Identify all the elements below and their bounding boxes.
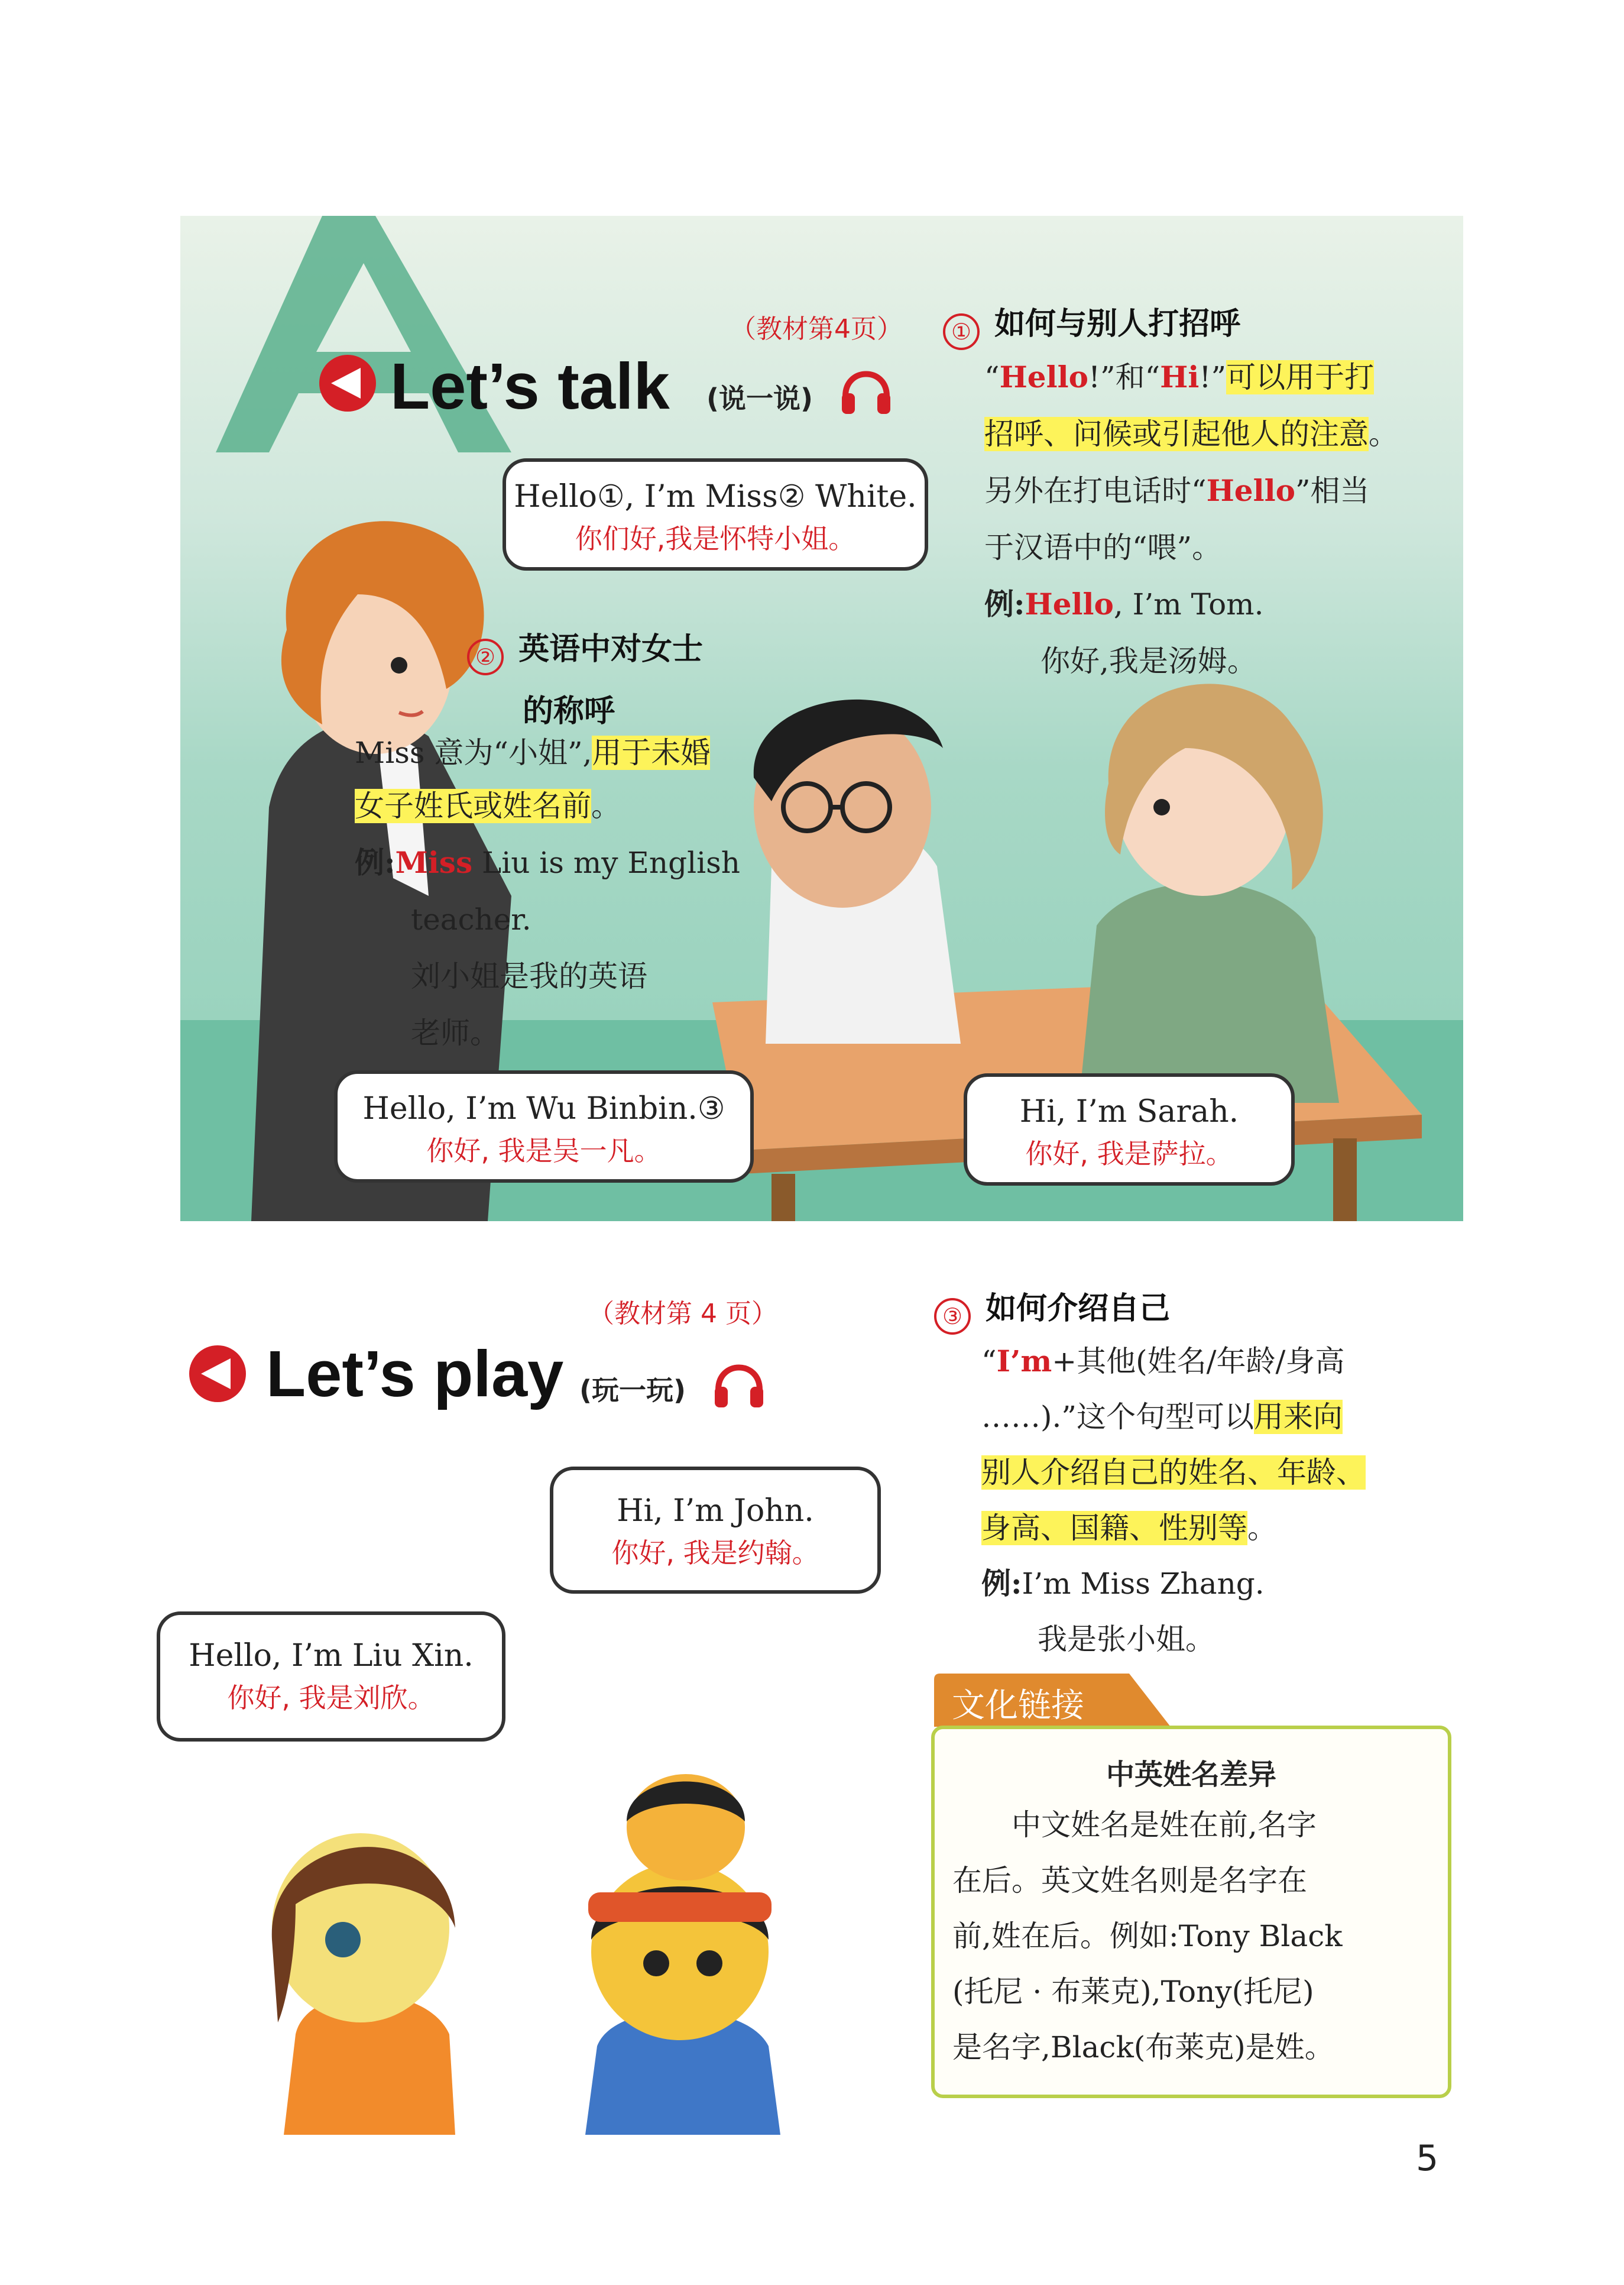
- liuxin-line-zh: 你好, 我是刘欣。: [227, 1682, 435, 1714]
- note1-example-red: Hello: [1025, 587, 1114, 622]
- note2-example-line2: teacher.: [411, 902, 531, 937]
- note2-number: ②: [467, 639, 504, 675]
- note1-line1f: 可以用于打: [1226, 360, 1375, 394]
- note1-line2-end: 。: [1369, 417, 1398, 451]
- binbin-line-zh: 你好, 我是吴一凡。: [426, 1135, 662, 1167]
- note3-heading: [934, 1283, 1170, 1335]
- talk-page-ref: （教材第4页）: [730, 314, 903, 344]
- note1-line2: 招呼、问候或引起他人的注意: [984, 417, 1369, 451]
- note2-title: [467, 624, 703, 730]
- note2-example-red: Miss: [395, 845, 473, 880]
- note1-line1a: “: [984, 360, 1000, 394]
- note3-example-label: 例:: [981, 1566, 1022, 1601]
- note2-example-zh2: 老师。: [411, 1016, 500, 1050]
- note1-example-label: 例:: [984, 587, 1025, 622]
- note3-line4: 身高、国籍、性别等: [981, 1511, 1247, 1545]
- liuxin-line-en: Hello, I’m Liu Xin.: [189, 1638, 474, 1674]
- note1-example-rest: , I’m Tom.: [1113, 587, 1264, 622]
- talk-title-cn: (说一说): [706, 383, 813, 415]
- note3-body: [981, 1334, 1472, 1667]
- john-line-zh: 你好, 我是约翰。: [611, 1537, 819, 1569]
- note2-title-line1: 英语中对女士: [518, 632, 704, 667]
- note1-line1-hi: Hi: [1160, 360, 1200, 394]
- note2-line2-end: 。: [591, 789, 621, 823]
- culture-line1: 中文姓名是姓在前,名字: [1012, 1808, 1317, 1842]
- note1-line1-hello: Hello: [999, 360, 1088, 394]
- john-line-en: Hi, I’m John.: [617, 1493, 814, 1529]
- note3-line2b: 用来向: [1253, 1400, 1343, 1434]
- binbin-line-en: Hello, I’m Wu Binbin.③: [362, 1091, 725, 1127]
- culture-line5: 是名字,Black(布莱克)是姓。: [952, 2030, 1334, 2064]
- note1-line3c: ”相当: [1295, 474, 1370, 508]
- sarah-line-en: Hi, I’m Sarah.: [1019, 1094, 1239, 1129]
- speech-bubble-john: [550, 1467, 881, 1594]
- kids-illustration: [260, 1632, 910, 2135]
- teacher-line-zh: 你们好,我是怀特小姐。: [575, 523, 856, 555]
- note3-example-rest: I’m Miss Zhang.: [1022, 1567, 1265, 1601]
- note2-title-line2: 的称呼: [523, 693, 615, 729]
- culture-tab: [934, 1674, 1171, 1727]
- culture-title: 中英姓名差异: [1106, 1758, 1276, 1791]
- note3-number: ③: [934, 1298, 971, 1335]
- sarah-line-zh: 你好, 我是萨拉。: [1025, 1138, 1233, 1170]
- note2-line2: 女子姓氏或姓名前: [355, 789, 591, 823]
- play-title: Let’s play: [266, 1338, 564, 1410]
- culture-box: [931, 1726, 1451, 2098]
- note2-example-zh1: 刘小姐是我的英语: [411, 959, 647, 993]
- note1-number: ①: [943, 313, 980, 350]
- play-title-cn: (玩一玩): [579, 1374, 686, 1406]
- note3-line1-im: I’m: [996, 1344, 1052, 1378]
- note2-body: [355, 724, 769, 1061]
- note2-line1a: Miss 意为“小姐”,: [355, 736, 592, 770]
- note3-line1c: +其他(姓名/年龄/身高: [1052, 1344, 1345, 1378]
- note1-line3-hello: Hello: [1206, 473, 1295, 508]
- note1-example-zh: 你好,我是汤姆。: [1040, 644, 1257, 678]
- note1-line1e: !”: [1199, 360, 1227, 394]
- culture-line2: 在后。英文姓名则是名字在: [952, 1863, 1307, 1898]
- culture-body: [935, 1792, 1448, 2075]
- note3-line4-end: 。: [1247, 1511, 1277, 1545]
- page-number: 5: [1416, 2138, 1439, 2179]
- note3-line1a: “: [981, 1344, 997, 1378]
- note1-line4: 于汉语中的“喂”。: [984, 530, 1222, 565]
- note1-line1c: !”和“: [1088, 360, 1161, 394]
- speech-bubble-teacher: [503, 458, 928, 571]
- speech-bubble-binbin: [334, 1070, 754, 1183]
- talk-title: Let’s talk: [390, 350, 670, 423]
- note3-line2a: ……).”这个句型可以: [981, 1400, 1254, 1434]
- culture-line4: (托尼 · 布莱克),Tony(托尼): [952, 1975, 1314, 2009]
- note1-heading: [943, 299, 1240, 350]
- play-page-ref: （教材第 4 页）: [588, 1299, 777, 1329]
- speech-bubble-sarah: [964, 1073, 1295, 1186]
- note2-line1b: 用于未婚: [592, 736, 711, 770]
- loudspeaker-icon: [189, 1345, 246, 1402]
- note3-line3: 别人介绍自己的姓名、年龄、: [981, 1455, 1366, 1490]
- teacher-line-en: Hello①, I’m Miss② White.: [514, 479, 917, 514]
- culture-tab-label: 文化链接: [952, 1687, 1084, 1725]
- note3-example-zh: 我是张小姐。: [1038, 1622, 1215, 1656]
- loudspeaker-icon: [319, 355, 376, 412]
- note1-title: 如何与别人打招呼: [994, 306, 1241, 342]
- note1-body: [984, 349, 1475, 690]
- note1-line3a: 另外在打电话时“: [984, 474, 1207, 508]
- note3-title: 如何介绍自己: [986, 1291, 1171, 1326]
- culture-line3: 前,姓在后。例如:Tony Black: [952, 1919, 1343, 1953]
- note2-example-rest: Liu is my English: [472, 846, 740, 880]
- note2-example-label: 例:: [355, 845, 396, 880]
- headphones-icon: [839, 361, 893, 420]
- headphones-icon: [712, 1354, 766, 1413]
